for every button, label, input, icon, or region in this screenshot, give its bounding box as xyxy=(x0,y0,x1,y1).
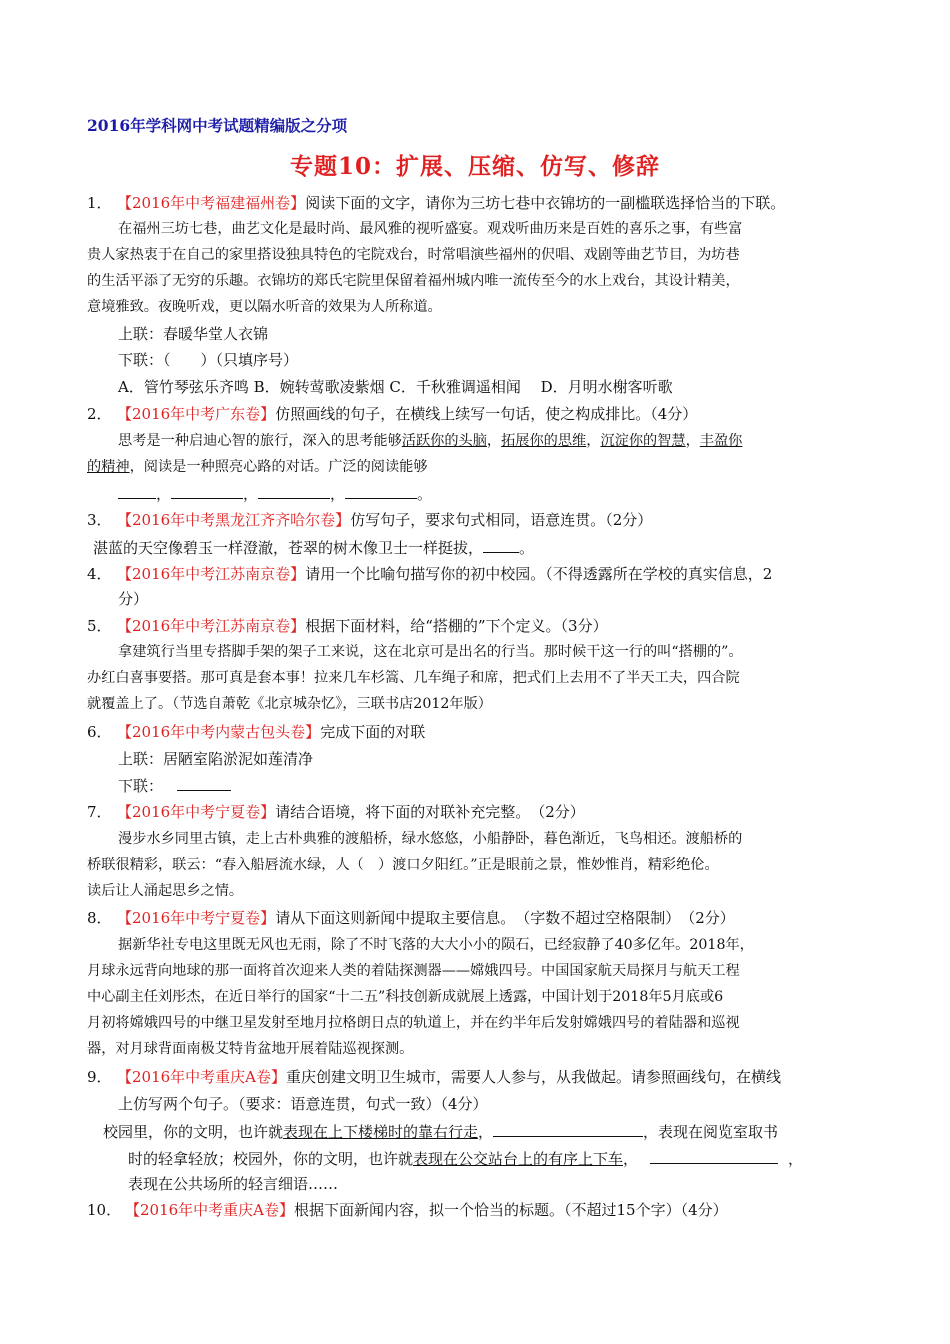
question-text: 请结合语境，将下面的对联补充完整。 （2分） xyxy=(275,803,585,821)
passage-line: 校园里，你的文明，也许就表现在上下楼梯时的靠右行走， ，表现在阅览室取书 xyxy=(103,1120,778,1143)
question-10-stem xyxy=(87,1199,728,1221)
question-number: 5． xyxy=(87,617,112,635)
passage-line: 的精神，阅读是一种照亮心路的对话。广泛的阅读能够 xyxy=(87,459,428,475)
question-4-stem xyxy=(87,563,772,585)
underlined-phrase: 沉淀你的智慧 xyxy=(600,433,686,449)
answer-blank[interactable] xyxy=(493,1120,643,1137)
question-number: 1． xyxy=(87,194,112,212)
couplet-upper: 上联：春暖华堂人衣锦 xyxy=(118,325,269,343)
couplet-lower: 下联：（ ）（只填序号） xyxy=(118,351,299,369)
passage-line: 读后让人涌起思乡之情。 xyxy=(87,883,244,899)
passage-line: 的生活平添了无穷的乐趣。衣锦坊的郑氏宅院里保留着福州城内唯一流传至今的水上戏台，其设计精美， xyxy=(87,273,740,289)
question-9-stem xyxy=(87,1066,781,1088)
couplet-lower: 下联： xyxy=(118,774,231,797)
passage-line: 办红白喜事要搭。那可真是套本事！拉来几车杉篙、几车绳子和席，把式们上去用不了半天工夫，四合院 xyxy=(87,670,740,686)
question-7-stem xyxy=(87,801,585,823)
answer-blank[interactable] xyxy=(118,482,156,499)
question-text: 根据下面材料，给“搭棚的”下个定义。（3分） xyxy=(305,617,608,635)
couplet-upper: 上联：居陋室陷淤泥如莲清净 xyxy=(118,750,314,768)
passage-line: 意境雅致。夜晚听戏，更以隔水听音的效果为人所称道。 xyxy=(87,299,442,315)
question-source: 【2016年中考广东卷】 xyxy=(117,405,276,423)
passage-line: 在福州三坊七巷，曲艺文化是最时尚、最风雅的视听盛宴。观戏听曲历来是百姓的喜乐之事，有些富 xyxy=(118,221,743,237)
question-number: 4． xyxy=(87,565,112,583)
question-text: 阅读下面的文字，请你为三坊七巷中衣锦坊的一副槛联选择恰当的下联。 xyxy=(305,194,786,212)
question-number: 6． xyxy=(87,723,112,741)
question-text: 根据下面新闻内容，拟一个恰当的标题。（不超过15个字）（4分） xyxy=(294,1201,728,1219)
answer-blank[interactable] xyxy=(483,536,519,553)
question-number: 10． xyxy=(87,1201,122,1219)
answer-blank[interactable] xyxy=(258,482,330,499)
passage-line: 月初将嫦娥四号的中继卫星发射至地月拉格朗日点的轨道上，并在约半年后发射嫦娥四号的着陆器和巡视 xyxy=(87,1015,740,1031)
question-number: 2． xyxy=(87,405,112,423)
question-number: 9． xyxy=(87,1068,112,1086)
answer-blank[interactable] xyxy=(171,482,243,499)
question-text-cont: 上仿写两个句子。（要求：语意连贯，句式一致）（4分） xyxy=(118,1095,488,1113)
question-source: 【2016年中考内蒙古包头卷】 xyxy=(117,723,321,741)
question-source: 【2016年中考重庆A卷】 xyxy=(125,1201,295,1219)
question-3-stem xyxy=(87,509,652,531)
page-title: 专题10：扩展、压缩、仿写、修辞 xyxy=(289,153,660,180)
passage-line: 拿建筑行当里专搭脚手架的架子工来说，这在北京可是出名的行当。那时候干这一行的叫“搭棚的”。 xyxy=(118,644,743,660)
question-source: 【2016年中考江苏南京卷】 xyxy=(117,617,306,635)
answer-blank-line: ， ， ， 。 xyxy=(118,482,432,505)
question-1-stem xyxy=(87,192,785,214)
answer-blank[interactable] xyxy=(650,1147,778,1164)
question-5-stem xyxy=(87,615,608,637)
underlined-phrase: 表现在上下楼梯时的靠右行走 xyxy=(283,1123,479,1141)
question-text: 请用一个比喻句描写你的初中校园。（不得透露所在学校的真实信息，2 xyxy=(305,565,773,583)
question-text-cont: 分） xyxy=(118,590,149,608)
document-header: 2016年学科网中考试题精编版之分项 xyxy=(87,116,348,135)
question-number: 7． xyxy=(87,803,112,821)
answer-options: A．管竹琴弦乐齐鸣 B．婉转莺歌凌紫烟 C．千秋雅调遥相闻 D．月明水榭客听歌 xyxy=(118,378,673,396)
answer-blank[interactable] xyxy=(177,774,231,791)
question-6-stem xyxy=(87,721,425,743)
passage-line: 思考是一种启迪心智的旅行，深入的思考能够活跃你的头脑，拓展你的思维，沉淀你的智慧，丰盈你 xyxy=(118,433,743,449)
passage-line: 桥联很精彩，联云：“春入船唇流水绿，人（ ）渡口夕阳红。”正是眼前之景，惟妙惟肖，精彩绝伦。 xyxy=(87,857,719,873)
passage-line: 器，对月球背面南极艾特肯盆地开展着陆巡视探测。 xyxy=(87,1041,414,1057)
question-text: 重庆创建文明卫生城市，需要人人参与，从我做起。请参照画线句，在横线 xyxy=(286,1068,782,1086)
passage-line: 贵人家热衷于在自己的家里搭设独具特色的宅院戏台，时常唱演些福州的伬唱、戏剧等曲艺节目，为坊巷 xyxy=(87,247,740,263)
underlined-phrase: 拓展你的思维 xyxy=(501,433,587,449)
question-text: 完成下面的对联 xyxy=(320,723,426,741)
question-text: 请从下面这则新闻中提取主要信息。 （字数不超过空格限制） （2分） xyxy=(275,909,735,927)
underlined-phrase: 表现在公交站台上的有序上下车 xyxy=(413,1150,624,1168)
passage-line: 就覆盖上了。（节选自萧乾《北京城杂忆》，三联书店2012年版） xyxy=(87,696,492,712)
passage-line: 月球永远背向地球的那一面将首次迎来人类的着陆探测器——嫦娥四号。中国国家航天局探月与航天工程 xyxy=(87,963,740,979)
question-source: 【2016年中考黑龙江齐齐哈尔卷】 xyxy=(117,511,351,529)
underlined-phrase: 活跃你的头脑 xyxy=(401,433,487,449)
passage-line: 据新华社专电这里既无风也无雨，除了不时飞落的大大小小的陨石，已经寂静了40多亿年。2018年， xyxy=(118,937,754,953)
passage-line: 表现在公共场所的轻言细语…… xyxy=(128,1175,339,1193)
passage-line: 湛蓝的天空像碧玉一样澄澈，苍翠的树木像卫士一样挺拔， 。 xyxy=(93,536,534,559)
question-text: 仿写句子，要求句式相同，语意连贯。（2分） xyxy=(350,511,653,529)
passage-line: 漫步水乡同里古镇，走上古朴典雅的渡船桥，绿水悠悠，小船静卧，暮色渐近，飞鸟相还。渡船桥的 xyxy=(118,831,743,847)
answer-blank[interactable] xyxy=(345,482,417,499)
question-8-stem xyxy=(87,907,735,929)
passage-line: 时的轻拿轻放；校园外，你的文明，也许就表现在公交站台上的有序上下车， ， xyxy=(128,1147,803,1170)
passage-line: 中心副主任刘彤杰，在近日举行的国家“十二五”科技创新成就展上透露，中国计划于2018年5月底或6 xyxy=(87,989,724,1005)
question-source: 【2016年中考重庆A卷】 xyxy=(117,1068,287,1086)
question-source: 【2016年中考宁夏卷】 xyxy=(117,803,276,821)
underlined-phrase: 的精神 xyxy=(87,459,130,475)
underlined-phrase: 丰盈你 xyxy=(699,433,743,449)
question-number: 8． xyxy=(87,909,112,927)
question-source: 【2016年中考江苏南京卷】 xyxy=(117,565,306,583)
question-source: 【2016年中考宁夏卷】 xyxy=(117,909,276,927)
question-text: 仿照画线的句子，在横线上续写一句话，使之构成排比。（4分） xyxy=(275,405,698,423)
question-source: 【2016年中考福建福州卷】 xyxy=(117,194,306,212)
question-number: 3． xyxy=(87,511,112,529)
question-2-stem xyxy=(87,403,697,425)
